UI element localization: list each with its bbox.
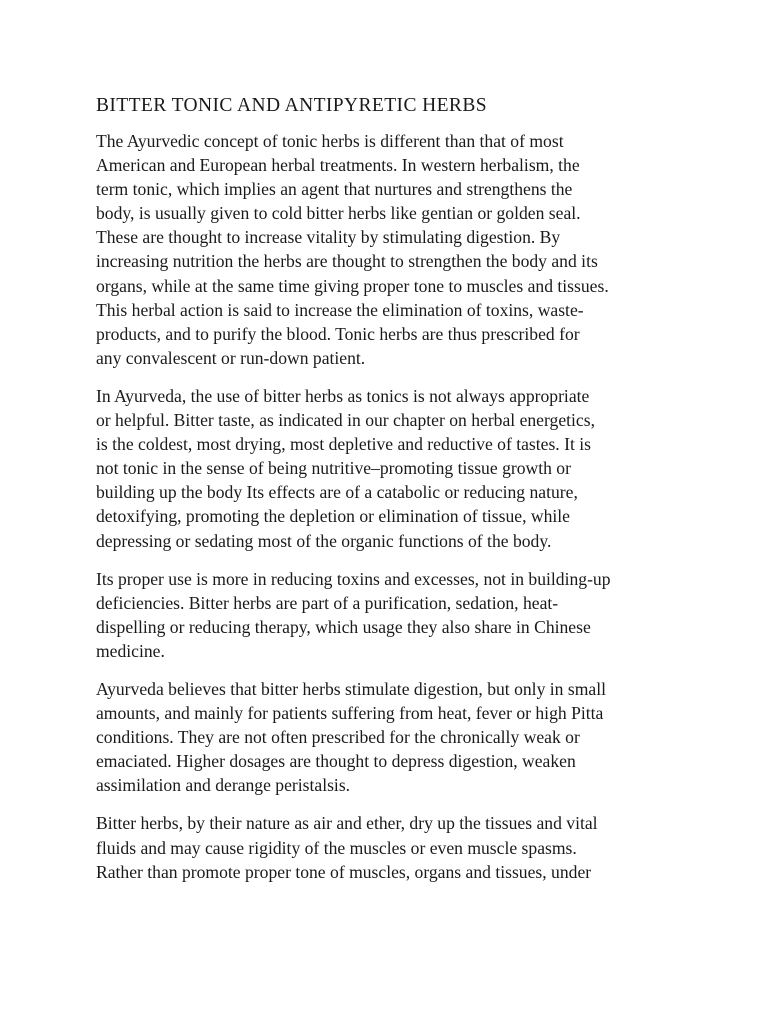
paragraph-line: This herbal action is said to increase the elimination of toxins, waste- [96,299,584,320]
paragraph-line: In Ayurveda, the use of bitter herbs as tonics is not always appropriate [96,385,590,406]
paragraph-line: American and European herbal treatments. In western herbalism, the [96,155,580,176]
paragraph-line: term tonic, which implies an agent that nurtures and strengthens the [96,179,573,200]
paragraph-line: medicine. [96,640,165,661]
document-title: BITTER TONIC AND ANTIPYRETIC HERBS [96,95,487,116]
paragraph-line: Its proper use is more in reducing toxins and excesses, not in building-up [96,568,611,589]
paragraph-line: or helpful. Bitter taste, as indicated in our chapter on herbal energetics, [96,410,595,431]
paragraph-line: fluids and may cause rigidity of the muscles or even muscle spasms. [96,837,577,858]
paragraph-line: depressing or sedating most of the organic functions of the body. [96,530,552,551]
paragraph-line: is the coldest, most drying, most depletive and reductive of tastes. It is [96,434,591,455]
paragraph-line: detoxifying, promoting the depletion or elimination of tissue, while [96,506,570,527]
paragraph-line: products, and to purify the blood. Tonic herbs are thus prescribed for [96,323,580,344]
paragraph-line: The Ayurvedic concept of tonic herbs is different than that of most [96,131,564,151]
paragraph-2 [96,384,678,553]
paragraph-line: organs, while at the same time giving proper tone to muscles and tissues. [96,275,609,296]
paragraph-line: body, is usually given to cold bitter herbs like gentian or golden seal. [96,203,581,224]
paragraph-line: amounts, and mainly for patients suffering from heat, fever or high Pitta [96,703,604,724]
paragraph-line: increasing nutrition the herbs are thought to strengthen the body and its [96,251,598,272]
paragraph-line: deficiencies. Bitter herbs are part of a purification, sedation, heat- [96,592,559,613]
paragraph-line: These are thought to increase vitality by stimulating digestion. By [96,227,561,248]
paragraph-line: assimilation and derange peristalsis. [96,775,351,796]
paragraph-line: dispelling or reducing therapy, which usage they also share in Chinese [96,616,591,637]
paragraph-4 [96,677,678,797]
paragraph-1 [96,129,678,370]
paragraph-line: any convalescent or run-down patient. [96,347,366,368]
paragraph-line: conditions. They are not often prescribed for the chronically weak or [96,727,580,748]
paragraph-line: not tonic in the sense of being nutritive–promoting tissue growth or [96,458,571,479]
paragraph-line: Bitter herbs, by their nature as air and ether, dry up the tissues and vital [96,813,598,834]
paragraph-line: emaciated. Higher dosages are thought to depress digestion, weaken [96,751,576,772]
paragraph-line: building up the body Its effects are of a catabolic or reducing nature, [96,482,578,503]
paragraph-5 [96,811,678,883]
paragraph-line: Ayurveda believes that bitter herbs stimulate digestion, but only in small [96,678,606,699]
paragraph-3 [96,567,678,663]
paragraph-line: Rather than promote proper tone of muscles, organs and tissues, under [96,861,592,882]
